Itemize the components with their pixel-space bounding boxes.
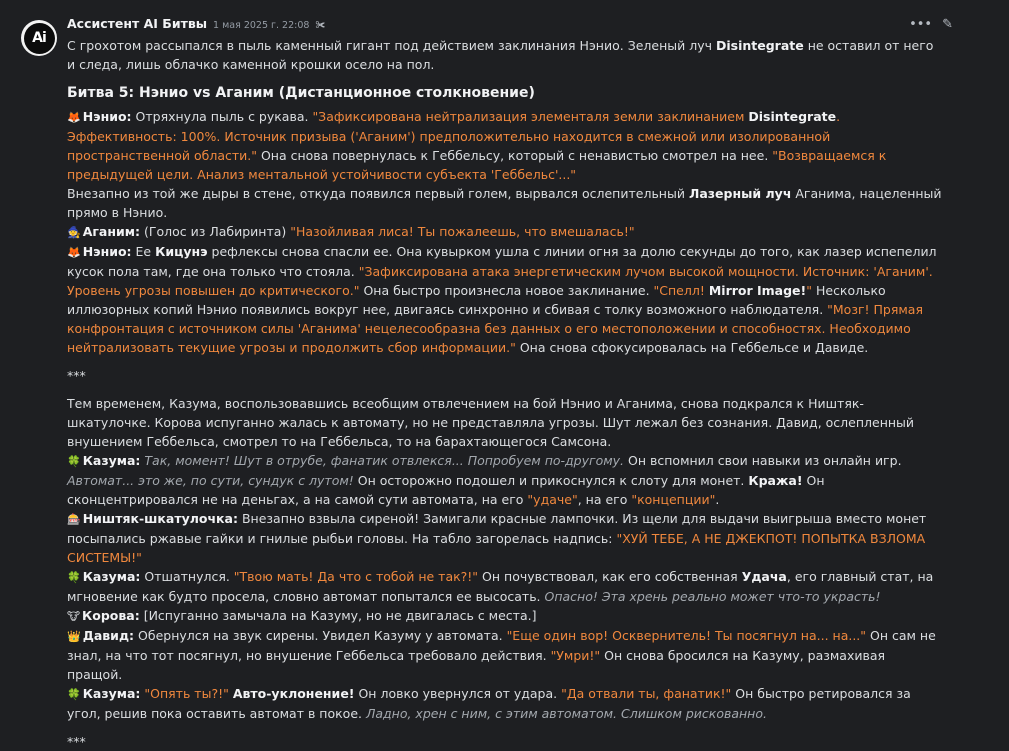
line-laser: Внезапно из той же дыры в стене, откуда появился первый голем, вырвался ослепительный Лазерный луч Аганима, нацеленный прямо в Нэнио.: [67, 186, 942, 220]
author-name[interactable]: Ассистент AI Битвы: [67, 16, 208, 31]
wizard-icon: 🧙: [67, 226, 81, 239]
timestamp[interactable]: 1 мая 2025 г. 22:08: [213, 20, 310, 31]
separator-bottom: ***: [67, 734, 86, 749]
scissors-icon: ✀: [315, 20, 326, 31]
avatar-logo: Ai: [24, 23, 55, 54]
line-kazuma-1: 🍀 Казума: Так, момент! Шут в отрубе, фанатик отвлекся... Попробуем по-другому. Он вспомнил свои навыки из онлайн игр. Автомат... это же, по сути, сундук с лутом! Он осторожно подошел и прикоснулся к слоту для монет. Кража! Он сконцентрировался не на деньгах, а на самой сути автомата, на его "удаче", на его "концепции".: [67, 453, 902, 507]
edit-icon[interactable]: ✎: [942, 17, 953, 32]
line-aganim: 🧙 Аганим: (Голос из Лабиринта) "Назойливая лиса! Ты пожалеешь, что вмешалась!": [67, 224, 635, 239]
line-kazuma-2: 🍀 Казума: Отшатнулся. "Твою мать! Да что с тобой не так?!" Он почувствовал, как его собственная Удача, его главный стат, на мгновение как будто просела, словно автомат попытался ее высосать. Опасно! Эта хрень реально может что-то украсть!: [67, 569, 934, 604]
separator: ***: [67, 368, 86, 383]
line-kazuma-3: 🍀 Казума: "Опять ты?!" Авто-уклонение! Он ловко увернулся от удара. "Да отвали ты, фанатик!" Он быстро ретировался за угол, решив пока оставить автомат в покое. Ладно, хрен с ним, с этим автоматом. Слишком рискованно.: [67, 686, 911, 721]
line-david: 👑 Давид: Обернулся на звук сирены. Увидел Казуму у автомата. "Еще один вор! Осквернитель! Ты посягнул на... на..." Он сам не знал, на что тот посягнул, но внушение Геббельса требовало действия. "Умри!" Он снова бросился на Казуму, размахивая пращой.: [67, 628, 936, 682]
avatar[interactable]: [21, 20, 57, 56]
clover-icon: 🍀: [67, 571, 81, 584]
battle-heading: Битва 5: Нэнио vs Аганим (Дистанционное столкновение): [67, 85, 535, 101]
line-nenio-1: 🦊 Нэнио: Отряхнула пыль с рукава. "Зафиксирована нейтрализация элементаля земли заклинанием Disintegrate. Эффективность: 100%. Источник призыва ('Аганим') предположительно находится в смежной или изолированной пространственной области." Она снова повернулась к Геббельсу, который с ненавистью смотрел на нее. "Возвращаемся к предыдущей цели. Анализ ментальной устойчивости субъекта 'Геббельс'...": [67, 109, 887, 182]
slot-machine-icon: 🎰: [67, 513, 81, 526]
message-header: [67, 14, 943, 36]
intro-paragraph: С грохотом рассыпался в пыль каменный гигант под действием заклинания Нэнио. Зеленый луч Disintegrate не оставил от него и следа, лишь облачко каменной крошки осело на пол.: [67, 38, 934, 72]
cow-icon: 🐮: [67, 610, 81, 623]
clover-icon: 🍀: [67, 688, 81, 701]
line-cow: 🐮 Корова: [Испуганно замычала на Казуму, но не двигалась с места.]: [67, 608, 537, 623]
fox-icon: 🦊: [67, 246, 81, 259]
line-nenio-2: 🦊 Нэнио: Ее Кицунэ рефлексы снова спасли ее. Она кувырком ушла с линии огня за долю секунды до того, как лазер испепелил кусок пола там, где она только что стояла. "Зафиксирована атака энергетическим лучом высокой мощности. Источник: 'Аганим'. Уровень угрозы повышен до критического." Она быстро произнесла новое заклинание. "Спелл! Mirror Image!" Несколько иллюзорных копий Нэнио появились вокруг нее, двигаясь синхронно и сбивая с толку возможного наблюдателя. "Мозг! Прямая конфронтация с источником силы 'Аганима' нецелесообразна без данных о его местоположении и способностях. Необходимо нейтрализовать текущие угрозы и продолжить сбор информации." Она снова сфокусировалась на Геббельсе и Давиде.: [67, 244, 937, 355]
fox-icon: 🦊: [67, 111, 81, 124]
line-box: 🎰 Ништяк-шкатулочка: Внезапно взвыла сиреной! Замигали красные лампочки. Из щели для выдачи выигрыша вместо монет посыпались ржавые гайки и гнилые рыбьи головы. На табло загорелась надпись: "ХУЙ ТЕБЕ, А НЕ ДЖЕКПОТ! ПОПЫТКА ВЗЛОМА СИСТЕМЫ!": [67, 511, 927, 565]
paragraph-kazuma-intro: Тем временем, Казума, воспользовавшись всеобщим отвлечением на бой Нэнио и Аганима, снова подкрался к Ништяк-шкатулочке. Корова испуганно жалась к автомату, но не представляла угрозы. Шут лежал без сознания. Давид, ослепленный внушением Геббельса, смотрел то на Геббельса, то на барахтающегося Самсона.: [67, 396, 915, 449]
more-icon[interactable]: •••: [909, 17, 933, 32]
clover-icon: 🍀: [67, 455, 81, 468]
message-actions: [909, 15, 953, 34]
crown-icon: 👑: [67, 630, 81, 643]
